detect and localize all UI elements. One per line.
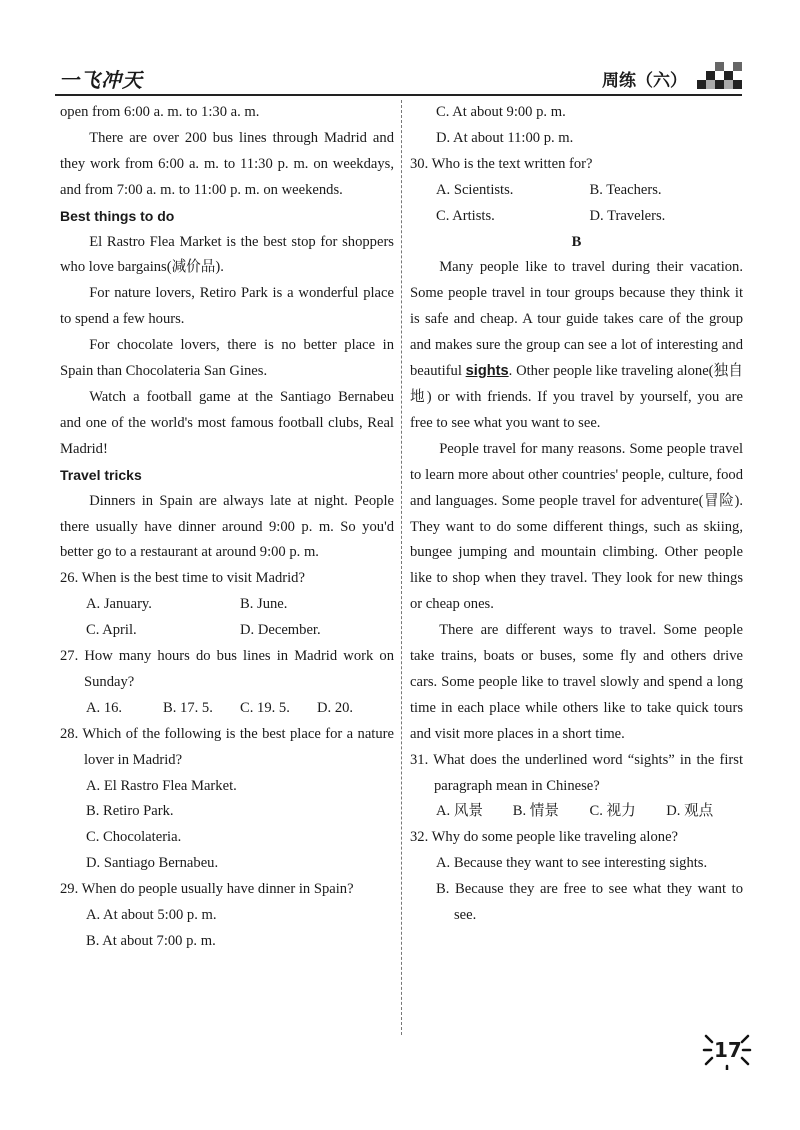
- page-number: [702, 1030, 752, 1070]
- option: B. At about 7:00 p. m.: [86, 933, 216, 949]
- question-26: 26. When is the best time to visit Madrid?: [60, 570, 305, 587]
- question-29: 29. When do people usually have dinner in Spain?: [60, 881, 354, 898]
- option: B. 17. 5.: [163, 699, 213, 716]
- options-row: [60, 592, 394, 618]
- paragraph: People travel for many reasons. Some people travel to learn more about other countries' people, culture, food and languages. Some people travel for adventure(冒险). They want to do some different things, such as skiing, bungee jumping and mountain climbing. Other people like to shop when they travel. They look for new things or cheap ones.: [410, 440, 743, 613]
- section-heading: Best things to do: [60, 207, 175, 224]
- option: A. Scientists.: [436, 181, 514, 198]
- question-32: 32. Why do some people like traveling alone?: [410, 829, 679, 846]
- paragraph: El Rastro Flea Market is the best stop for shoppers who love bargains(减价品).: [60, 233, 394, 276]
- options-row: [410, 178, 743, 204]
- option: A. Because they want to see interesting sights.: [436, 855, 708, 872]
- page-header: [55, 58, 745, 98]
- left-column: [60, 100, 394, 955]
- question-27: 27. How many hours do bus lines in Madrid work on Sunday?: [60, 648, 394, 690]
- option: C. At about 9:00 p. m.: [436, 104, 566, 120]
- right-column: [410, 100, 743, 929]
- option: D. Travelers.: [589, 207, 666, 224]
- text-run: Many people like to travel during their vacation. Some people travel in tour groups because they think it is safe and cheap. A tour guide takes care of the group and makes sure the group can see a lot of interesting and beautiful: [410, 259, 743, 380]
- option: D. Santiago Bernabeu.: [86, 855, 219, 872]
- option: D. December.: [240, 622, 321, 639]
- section-label: B: [571, 233, 582, 250]
- option: A. 风景: [436, 803, 484, 820]
- option: A. 16.: [86, 699, 123, 716]
- option: B. June.: [240, 596, 288, 613]
- question-31: 31. What does the underlined word “sights” in the first paragraph mean in Chinese?: [410, 751, 743, 794]
- option: B. 情景: [512, 803, 559, 820]
- question-30: 30. Who is the text written for?: [410, 155, 593, 172]
- option: C. Chocolateria.: [86, 829, 182, 846]
- paragraph: There are different ways to travel. Some people take trains, boats or buses, some fly and others drive cars. Some people like to travel slowly and spend a long time in each place while others like to take quick tours and visit more places in a short time.: [410, 622, 743, 742]
- week-label: 周练（六）: [602, 71, 687, 91]
- column-divider: [401, 100, 402, 1035]
- paragraph: For chocolate lovers, there is no better place in Spain than Chocolateria San Gines.: [60, 337, 394, 380]
- header-rule: [55, 94, 742, 96]
- paragraph: Watch a football game at the Santiago Bernabeu and one of the world's most famous football clubs, Real Madrid!: [60, 388, 394, 457]
- series-logo: 一飞冲天: [59, 68, 143, 92]
- option: B. Teachers.: [589, 181, 662, 198]
- paragraph: There are over 200 bus lines through Madrid and they work from 6:00 a. m. to 11:30 p. m. on weekdays, and from 7:00 a. m. to 11:00 p. m. on weekends.: [60, 129, 394, 198]
- option: C. Artists.: [436, 207, 495, 224]
- checker-decoration-icon: [695, 60, 745, 94]
- question-28: 28. Which of the following is the best place for a nature lover in Madrid?: [60, 725, 394, 768]
- option: C. 视力: [589, 803, 636, 820]
- text-run: . Other people like traveling alone(独自地) or with friends. If you travel by yourself, you are free to see what you want to see.: [410, 363, 743, 431]
- option: A. At about 5:00 p. m.: [86, 907, 217, 924]
- option: A. El Rastro Flea Market.: [86, 777, 237, 794]
- option: D. 观点: [666, 803, 714, 820]
- option: D. 20.: [317, 699, 354, 716]
- paragraph: open from 6:00 a. m. to 1:30 a. m.: [60, 104, 260, 120]
- options-row: [60, 696, 394, 722]
- option: C. 19. 5.: [240, 699, 290, 716]
- option: C. April.: [86, 622, 137, 639]
- options-row: [410, 204, 743, 230]
- options-row: [60, 618, 394, 644]
- option: D. At about 11:00 p. m.: [436, 129, 574, 146]
- option: A. January.: [86, 596, 152, 613]
- page-number-text: 17: [714, 1038, 742, 1062]
- paragraph: For nature lovers, Retiro Park is a wonderful place to spend a few hours.: [60, 285, 394, 328]
- section-heading: Travel tricks: [60, 466, 142, 483]
- option: B. Because they are free to see what they want to see.: [436, 881, 743, 924]
- options-row: [410, 799, 743, 825]
- paragraph: [410, 255, 743, 436]
- underlined-word: sights: [465, 363, 509, 380]
- option: B. Retiro Park.: [86, 803, 174, 820]
- paragraph: Dinners in Spain are always late at night. People there usually have dinner around 9:00 p. m. So you'd better go to a restaurant at around 9:00 p. m.: [60, 492, 394, 561]
